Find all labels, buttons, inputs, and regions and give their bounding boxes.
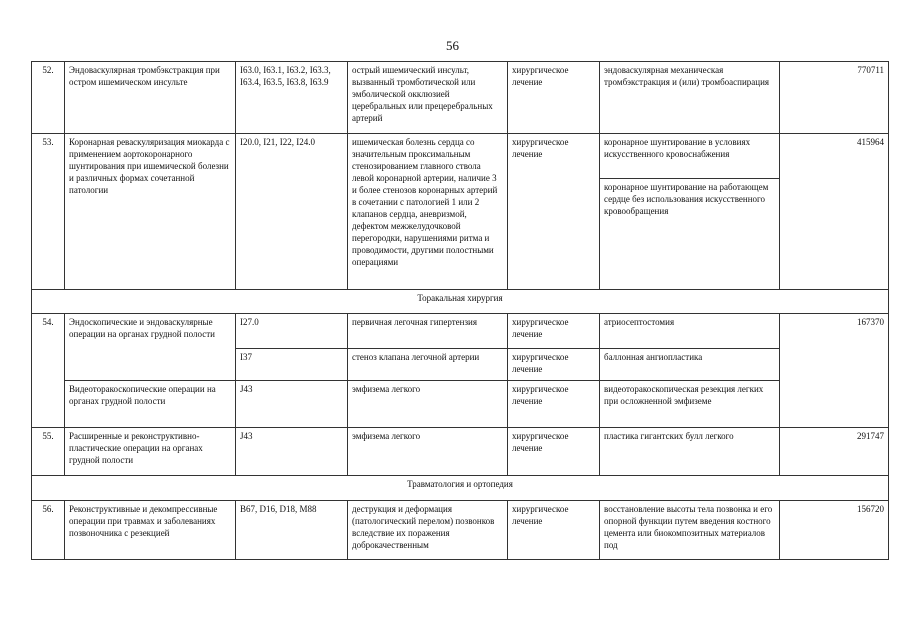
- table-row-54a: [32, 314, 889, 349]
- table-row-56: [32, 501, 889, 560]
- cost-norm: 770711: [780, 62, 889, 134]
- icd-codes: B67, D16, D18, M88: [236, 501, 348, 560]
- section-heading: Травматология и ортопедия: [32, 476, 889, 501]
- treatment-type: хирургическое лечение: [508, 428, 600, 476]
- patient-model: ишемическая болезнь сердца со значительным проксимальным стенозированием главного ствола левой коронарной артерии, наличие 3 и более стенозов коронарных артерий в сочетании с патологией 1 или 2 клапанов сердца, аневризмой, дефектом межжелудочковой перегородки, нарушениями ритма и проводимости, другими полостными операциями: [348, 134, 508, 290]
- row-number: 55.: [32, 428, 65, 476]
- treatment-method: видеоторакоскопическая резекция легких при осложненной эмфиземе: [600, 381, 780, 428]
- icd-codes: I27.0: [236, 314, 348, 349]
- table-row-54c: [32, 381, 889, 428]
- care-type-name: Коронарная реваскуляризация миокарда с применением аортокоронарного шунтирования при ишемической болезни и различных формах сочетанной патологии: [65, 134, 236, 290]
- treatment-type: хирургическое лечение: [508, 62, 600, 134]
- care-type-name: Эндоваскулярная тромбэкстракция при остром ишемическом инсульте: [65, 62, 236, 134]
- treatment-method: атриосептостомия: [600, 314, 780, 349]
- section-heading: Торакальная хирургия: [32, 290, 889, 314]
- patient-model: первичная легочная гипертензия: [348, 314, 508, 349]
- cost-norm: 167370: [780, 314, 889, 428]
- medical-care-table: [31, 61, 889, 560]
- icd-codes: J43: [236, 381, 348, 428]
- patient-model: эмфизема легкого: [348, 381, 508, 428]
- table-row-55: [32, 428, 889, 476]
- page-number: 56: [446, 38, 459, 53]
- table-row-53a: [32, 134, 889, 179]
- patient-model: деструкция и деформация (патологический перелом) позвонков вследствие их поражения доброкачественным: [348, 501, 508, 560]
- care-type-name: Видеоторакоскопические операции на органах грудной полости: [65, 381, 236, 428]
- treatment-type: хирургическое лечение: [508, 501, 600, 560]
- treatment-method: коронарное шунтирование в условиях искусственного кровоснабжения: [600, 134, 780, 179]
- treatment-type: хирургическое лечение: [508, 314, 600, 349]
- section-row-trauma: [32, 476, 889, 501]
- row-number: 56.: [32, 501, 65, 560]
- patient-model: эмфизема легкого: [348, 428, 508, 476]
- care-type-name: Эндоскопические и эндоваскулярные операции на органах грудной полости: [65, 314, 236, 381]
- treatment-method: баллонная ангиопластика: [600, 349, 780, 381]
- cost-norm: 415964: [780, 134, 889, 290]
- icd-codes: J43: [236, 428, 348, 476]
- table-row-52: [32, 62, 889, 134]
- row-number: 53.: [32, 134, 65, 290]
- treatment-method: пластика гигантских булл легкого: [600, 428, 780, 476]
- cost-norm: 156720: [780, 501, 889, 560]
- care-type-name: Реконструктивные и декомпрессивные операции при травмах и заболеваниях позвоночника с резекцией: [65, 501, 236, 560]
- row-number: 54.: [32, 314, 65, 428]
- row-number: 52.: [32, 62, 65, 134]
- patient-model: стеноз клапана легочной артерии: [348, 349, 508, 381]
- icd-codes: I63.0, I63.1, I63.2, I63.3, I63.4, I63.5, I63.8, I63.9: [236, 62, 348, 134]
- icd-codes: I37: [236, 349, 348, 381]
- care-type-name: Расширенные и реконструктивно-пластические операции на органах грудной полости: [65, 428, 236, 476]
- treatment-method: коронарное шунтирование на работающем сердце без использования искусственного кровообращения: [600, 179, 780, 290]
- section-row-thoracic: [32, 290, 889, 314]
- patient-model: острый ишемический инсульт, вызванный тромботической или эмболической окклюзией церебральных или прецеребральных артерий: [348, 62, 508, 134]
- treatment-type: хирургическое лечение: [508, 349, 600, 381]
- cost-norm: 291747: [780, 428, 889, 476]
- treatment-type: хирургическое лечение: [508, 134, 600, 290]
- treatment-type: хирургическое лечение: [508, 381, 600, 428]
- treatment-method: эндоваскулярная механическая тромбэкстракция и (или) тромбоаспирация: [600, 62, 780, 134]
- treatment-method: восстановление высоты тела позвонка и его опорной функции путем введения костного цемента или биокомпозитных материалов под: [600, 501, 780, 560]
- icd-codes: I20.0, I21, I22, I24.0: [236, 134, 348, 290]
